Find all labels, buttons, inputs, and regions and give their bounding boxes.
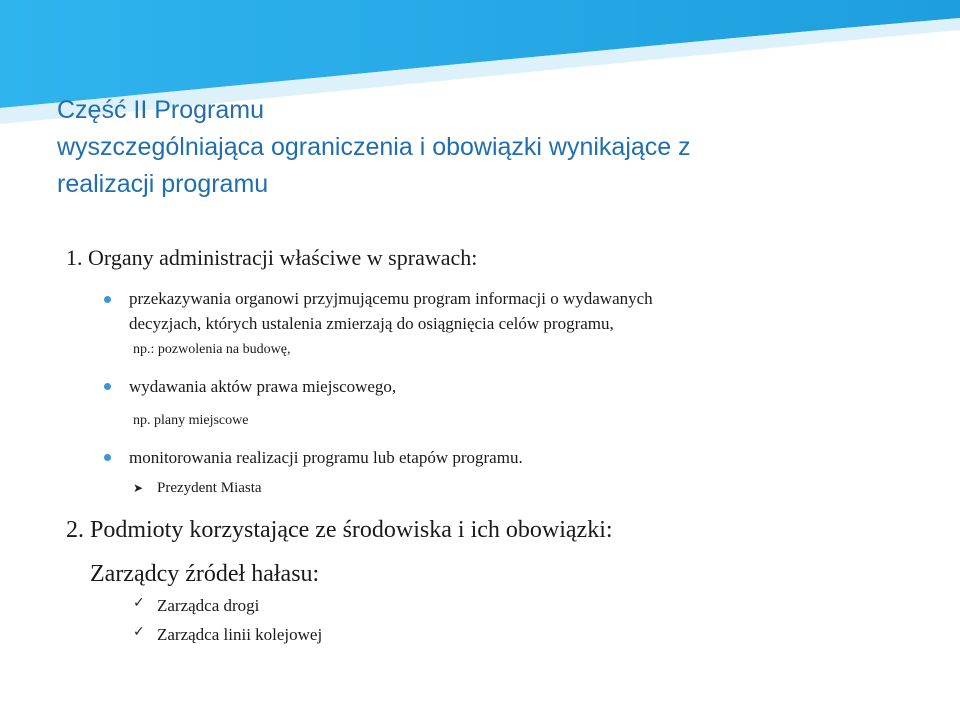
title-line-2: wyszczególniająca ograniczenia i obowiązki wynikające z <box>57 133 691 161</box>
list-item: Zarządca drogi <box>157 596 260 615</box>
title-line-3: realizacji programu <box>57 170 269 198</box>
list-item-line: przekazywania organowi przyjmującemu program informacji o wydawanych <box>129 289 653 308</box>
bullet-dot-icon <box>104 296 111 303</box>
list-item-line: monitorowania realizacji programu lub etapów programu. <box>129 448 523 467</box>
section-2-subheading: Zarządcy źródeł hałasu: <box>90 561 320 587</box>
checkmark-icon: ✓ <box>133 595 145 611</box>
list-item-line: wydawania aktów prawa miejscowego, <box>129 377 397 396</box>
list-item-note: np. plany miejscowe <box>133 413 249 428</box>
bullet-dot-icon <box>104 454 111 461</box>
list-item-note: np.: pozwolenia na budowę, <box>133 342 291 357</box>
bullet-dot-icon <box>104 383 111 390</box>
section-1-heading: 1. Organy administracji właściwe w sprawach: <box>66 245 478 270</box>
checkmark-icon: ✓ <box>133 624 145 640</box>
list-item: Zarządca linii kolejowej <box>157 625 323 644</box>
list-item-sub: Prezydent Miasta <box>157 480 262 496</box>
title-line-1: Część II Programu <box>57 96 265 124</box>
section-2-heading: 2. Podmioty korzystające ze środowiska i ich obowiązki: <box>66 517 613 543</box>
list-item-line: decyzjach, których ustalenia zmierzają do osiągnięcia celów programu, <box>129 314 614 333</box>
slide-title <box>57 92 917 203</box>
arrow-bullet-icon: ➤ <box>133 481 144 495</box>
